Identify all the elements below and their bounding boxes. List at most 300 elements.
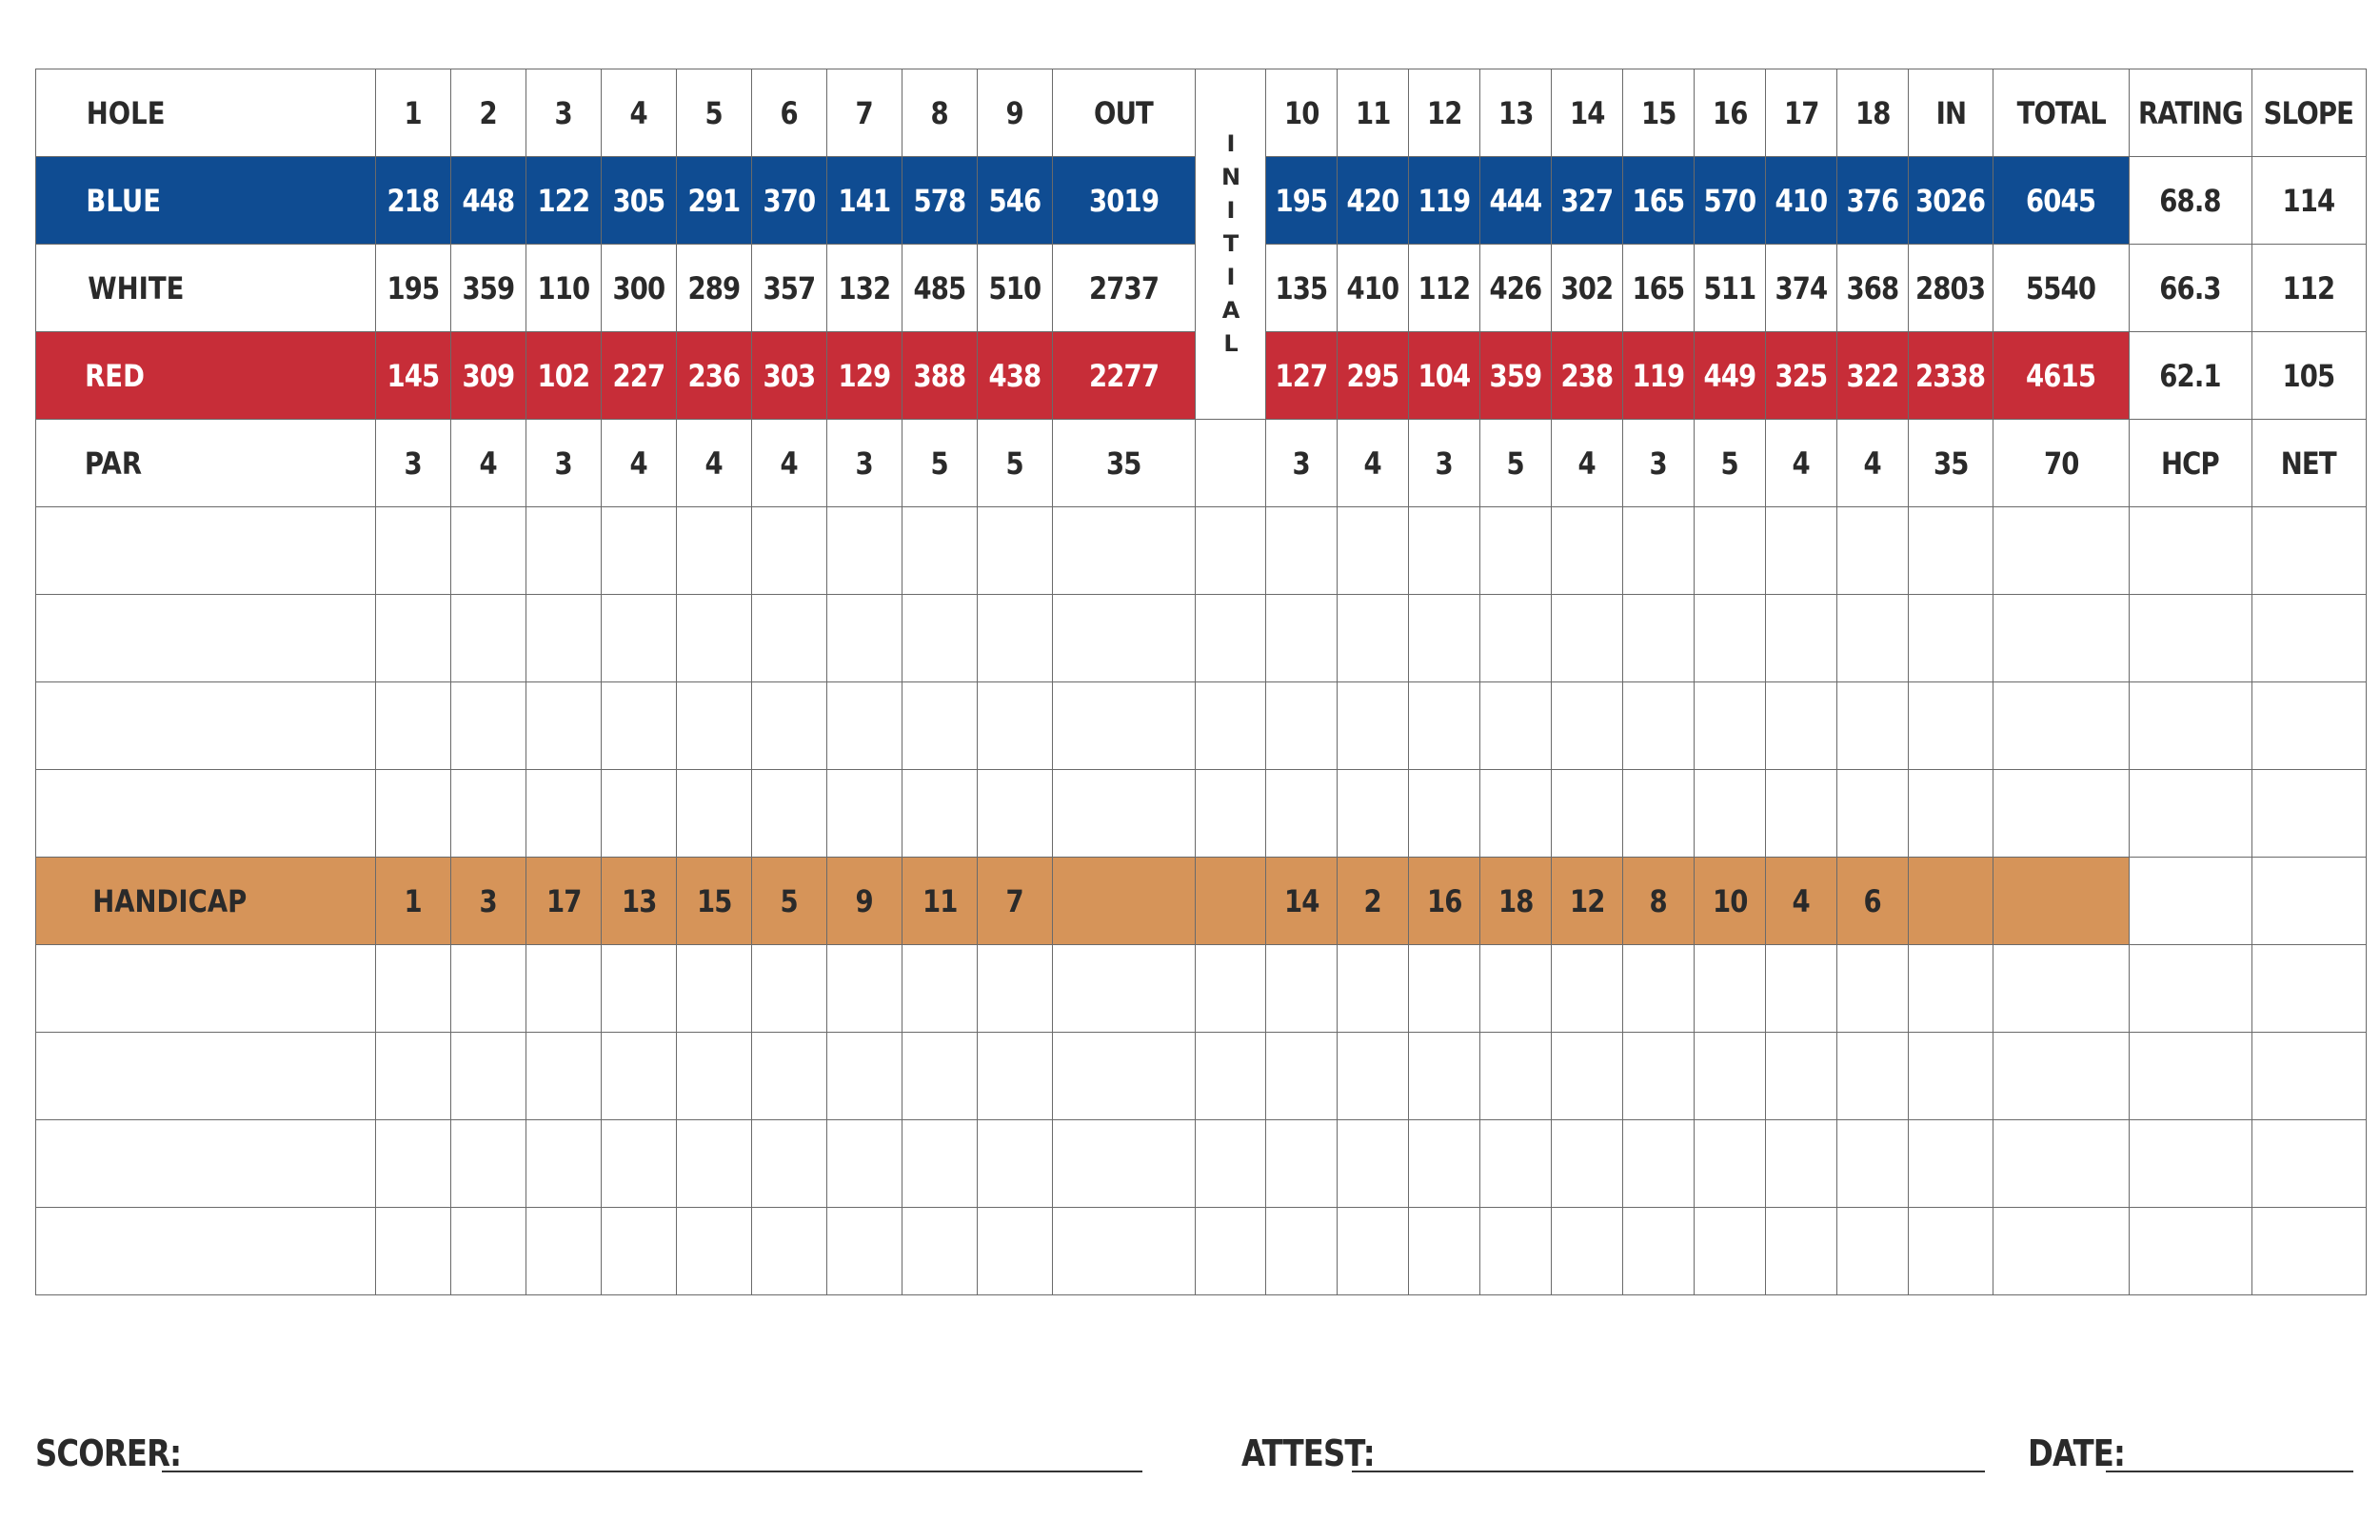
player-score-row-1-cell[interactable] (1480, 507, 1552, 595)
player-score-row-6-cell[interactable] (1837, 1033, 1909, 1120)
header-slope-text: SLOPE (2263, 94, 2354, 131)
tee-row-red-front-7 (827, 332, 902, 420)
header-in (1909, 69, 1993, 157)
tee-row-red-back-13 (1480, 332, 1552, 420)
tee-row-red-back-11 (1338, 332, 1409, 420)
player-score-row-8-cell[interactable] (677, 1208, 752, 1295)
handicap-row-hcp-blank[interactable] (2130, 858, 2252, 945)
player-score-row-3-cell[interactable] (1766, 682, 1837, 770)
tee-row-blue-back-14-text: 327 (1560, 182, 1614, 219)
player-score-row-2-cell[interactable] (1480, 595, 1552, 682)
player-score-row-1-cell[interactable] (1909, 507, 1993, 595)
player-score-row-3-cell[interactable] (827, 682, 902, 770)
player-score-row-2-cell[interactable] (1993, 595, 2130, 682)
player-score-row-8-cell[interactable] (602, 1208, 677, 1295)
par-row-front-7 (827, 420, 902, 507)
handicap-row-front-6-text: 5 (780, 882, 799, 919)
player-score-row-3-cell[interactable] (376, 682, 451, 770)
player-score-row-8-cell[interactable] (752, 1208, 827, 1295)
header-hole-1 (376, 69, 451, 157)
player-score-row-5-cell[interactable] (1552, 945, 1623, 1033)
player-score-row-3-cell[interactable] (2130, 682, 2252, 770)
player-score-row-6-cell[interactable] (1480, 1033, 1552, 1120)
player-score-row-5-cell[interactable] (1409, 945, 1480, 1033)
player-score-row-2-cell[interactable] (1766, 595, 1837, 682)
player-score-row-3-cell[interactable] (1338, 682, 1409, 770)
player-score-row-1-cell[interactable] (827, 507, 902, 595)
player-score-row-2-cell[interactable] (1338, 595, 1409, 682)
player-score-row-8-cell[interactable] (451, 1208, 526, 1295)
player-score-row-7-cell[interactable] (1053, 1120, 1196, 1208)
player-score-row-3-cell[interactable] (451, 682, 526, 770)
player-score-row-5-cell[interactable] (1623, 945, 1695, 1033)
handicap-row-front-5-text: 15 (696, 882, 732, 919)
player-score-row-2-cell[interactable] (827, 595, 902, 682)
player-score-row-8-cell[interactable] (1266, 1208, 1338, 1295)
scorecard-table (35, 69, 2367, 1295)
header-out-text: OUT (1094, 94, 1154, 131)
header-hole-13 (1480, 69, 1552, 157)
player-score-row-5-cell[interactable] (827, 945, 902, 1033)
player-score-row-3-cell[interactable] (1837, 682, 1909, 770)
tee-row-blue-front-6 (752, 157, 827, 245)
player-score-row-5-cell[interactable] (376, 945, 451, 1033)
tee-row-blue-front-1 (376, 157, 451, 245)
player-score-row-6-cell[interactable] (1766, 1033, 1837, 1120)
player-score-row-3-cell[interactable] (36, 682, 376, 770)
player-score-row-6-cell[interactable] (2130, 1033, 2252, 1120)
initial-letter: A (1221, 297, 1240, 324)
player-score-row-8-cell[interactable] (1993, 1208, 2130, 1295)
tee-row-red-front-4-text: 227 (612, 357, 665, 394)
player-score-row-1-cell[interactable] (1837, 507, 1909, 595)
player-score-row-3-cell[interactable] (602, 682, 677, 770)
tee-row-blue-front-7 (827, 157, 902, 245)
player-score-row-8-cell[interactable] (1909, 1208, 1993, 1295)
player-score-row-7-cell[interactable] (36, 1120, 376, 1208)
player-score-row-8-cell[interactable] (1695, 1208, 1766, 1295)
player-score-row-7-cell[interactable] (1766, 1120, 1837, 1208)
player-score-row-3-cell[interactable] (1196, 682, 1266, 770)
tee-row-red-back-16 (1695, 332, 1766, 420)
par-row-back-16-text: 5 (1720, 444, 1739, 482)
player-score-row-1-cell[interactable] (978, 507, 1053, 595)
player-score-row-4-cell[interactable] (1480, 770, 1552, 858)
player-score-row-2-cell[interactable] (1909, 595, 1993, 682)
player-score-row-7-cell[interactable] (1409, 1120, 1480, 1208)
player-score-row-4-cell[interactable] (2130, 770, 2252, 858)
player-score-row-7-cell[interactable] (1993, 1120, 2130, 1208)
initial-letter: I (1226, 197, 1235, 224)
player-score-row-3-cell[interactable] (1480, 682, 1552, 770)
player-score-row-2-cell[interactable] (376, 595, 451, 682)
tee-row-white-back-11-text: 410 (1346, 269, 1399, 306)
handicap-row-back-18-text: 6 (1863, 882, 1882, 919)
player-score-row-2-cell[interactable] (752, 595, 827, 682)
player-score-row-6-cell[interactable] (602, 1033, 677, 1120)
tee-row-white-back-10 (1266, 245, 1338, 332)
player-score-row-7-cell[interactable] (677, 1120, 752, 1208)
player-score-row-4-cell[interactable] (451, 770, 526, 858)
player-score-row-7-cell[interactable] (1196, 1120, 1266, 1208)
par-row-front-1 (376, 420, 451, 507)
player-score-row-7-cell[interactable] (902, 1120, 978, 1208)
player-score-row-4-cell[interactable] (1053, 770, 1196, 858)
player-score-row-7-cell[interactable] (1909, 1120, 1993, 1208)
tee-row-red-back-12-text: 104 (1418, 357, 1471, 394)
player-score-row-1-cell[interactable] (1623, 507, 1695, 595)
player-score-row-4-cell[interactable] (1196, 770, 1266, 858)
header-in-text: IN (1935, 94, 1966, 131)
header-hole-3 (526, 69, 602, 157)
player-score-row-6-cell[interactable] (526, 1033, 602, 1120)
player-score-row-8-cell[interactable] (1196, 1208, 1266, 1295)
player-score-row-8-cell[interactable] (2130, 1208, 2252, 1295)
player-score-row-8-cell[interactable] (1837, 1208, 1909, 1295)
player-score-row-6-cell[interactable] (902, 1033, 978, 1120)
tee-row-red-back-12 (1409, 332, 1480, 420)
tee-row-red-total (1993, 332, 2130, 420)
player-score-row-4-cell[interactable] (1766, 770, 1837, 858)
player-score-row-4-cell[interactable] (1623, 770, 1695, 858)
player-score-row-5-cell[interactable] (1837, 945, 1909, 1033)
player-score-row-4-cell[interactable] (526, 770, 602, 858)
player-score-row-6-cell[interactable] (1993, 1033, 2130, 1120)
par-row-front-2 (451, 420, 526, 507)
handicap-row-label-text: HANDICAP (92, 882, 248, 919)
player-score-row-1-cell[interactable] (376, 507, 451, 595)
player-score-row-6-cell[interactable] (1338, 1033, 1409, 1120)
player-score-row-5-cell[interactable] (1266, 945, 1338, 1033)
tee-row-white-front-6 (752, 245, 827, 332)
player-score-row-6-cell[interactable] (1909, 1033, 1993, 1120)
player-score-row-2-cell[interactable] (451, 595, 526, 682)
player-score-row-3-cell[interactable] (1695, 682, 1766, 770)
player-score-row-4-cell[interactable] (1993, 770, 2130, 858)
player-score-row-6-cell[interactable] (1409, 1033, 1480, 1120)
player-score-row-4-cell[interactable] (1409, 770, 1480, 858)
header-hole-13-text: 13 (1497, 94, 1534, 131)
player-score-row-5-cell[interactable] (2251, 945, 2366, 1033)
tee-row-white-front-1-text: 195 (387, 269, 440, 306)
player-score-row-5-cell[interactable] (451, 945, 526, 1033)
tee-row-white-front-4 (602, 245, 677, 332)
initial-letter: I (1226, 264, 1235, 290)
tee-row-red-back-14 (1552, 332, 1623, 420)
tee-row-blue-front-2-text: 448 (462, 182, 515, 219)
player-score-row-4-cell[interactable] (677, 770, 752, 858)
par-row-net (2251, 420, 2366, 507)
tee-row-blue-out-text: 3019 (1088, 182, 1160, 219)
player-score-row-8-cell[interactable] (827, 1208, 902, 1295)
player-score-row-3-cell[interactable] (1909, 682, 1993, 770)
handicap-row-front-9 (978, 858, 1053, 945)
tee-row-red-front-6 (752, 332, 827, 420)
player-score-row-5-cell[interactable] (1695, 945, 1766, 1033)
player-score-row-4-cell[interactable] (376, 770, 451, 858)
player-score-row-1-cell[interactable] (1409, 507, 1480, 595)
player-score-row-5-cell[interactable] (1196, 945, 1266, 1033)
player-score-row-1-cell[interactable] (1338, 507, 1409, 595)
player-score-row-2-cell[interactable] (1552, 595, 1623, 682)
scorer-signature-line[interactable] (162, 1471, 1142, 1472)
tee-row-red-front-2 (451, 332, 526, 420)
header-hole-17-text: 17 (1783, 94, 1819, 131)
player-score-row-2-cell[interactable] (1266, 595, 1338, 682)
player-score-row-1-cell[interactable] (526, 507, 602, 595)
player-score-row-7 (36, 1120, 2367, 1208)
player-score-row-6-cell[interactable] (1196, 1033, 1266, 1120)
player-score-row-8-cell[interactable] (1766, 1208, 1837, 1295)
tee-row-white-front-3 (526, 245, 602, 332)
player-score-row-6-cell[interactable] (2251, 1033, 2366, 1120)
player-score-row-2-cell[interactable] (36, 595, 376, 682)
player-score-row-2-cell[interactable] (602, 595, 677, 682)
player-score-row-6-cell[interactable] (36, 1033, 376, 1120)
player-score-row-5-cell[interactable] (1480, 945, 1552, 1033)
player-score-row-7-cell[interactable] (1266, 1120, 1338, 1208)
par-row-front-3-text: 3 (554, 444, 573, 482)
player-score-row-7-cell[interactable] (526, 1120, 602, 1208)
attest-signature-line[interactable] (1352, 1471, 1985, 1472)
tee-row-white-front-2-text: 359 (462, 269, 515, 306)
par-row-initial-cell[interactable] (1196, 420, 1266, 507)
player-score-row-1-cell[interactable] (1053, 507, 1196, 595)
player-score-row-7-cell[interactable] (1338, 1120, 1409, 1208)
player-score-row-7-cell[interactable] (1552, 1120, 1623, 1208)
player-score-row-1-cell[interactable] (2130, 507, 2252, 595)
player-score-row-6-cell[interactable] (1266, 1033, 1338, 1120)
player-score-row-7-cell[interactable] (752, 1120, 827, 1208)
player-score-row-2-cell[interactable] (2251, 595, 2366, 682)
player-score-row-6-cell[interactable] (376, 1033, 451, 1120)
player-score-row-5-cell[interactable] (2130, 945, 2252, 1033)
player-score-row-2-cell[interactable] (1695, 595, 1766, 682)
tee-row-white-front-5-text: 289 (687, 269, 741, 306)
player-score-row-7-cell[interactable] (978, 1120, 1053, 1208)
player-score-row-3-cell[interactable] (1623, 682, 1695, 770)
player-score-row-8-cell[interactable] (1552, 1208, 1623, 1295)
handicap-row-net-blank[interactable] (2251, 858, 2366, 945)
player-score-row-5-cell[interactable] (1909, 945, 1993, 1033)
player-score-row-2-cell[interactable] (1053, 595, 1196, 682)
player-score-row-5-cell[interactable] (526, 945, 602, 1033)
player-score-row-4-cell[interactable] (1338, 770, 1409, 858)
handicap-row-label (36, 858, 376, 945)
player-score-row-4-cell[interactable] (2251, 770, 2366, 858)
player-score-row-4-cell[interactable] (1266, 770, 1338, 858)
player-score-row-8-cell[interactable] (902, 1208, 978, 1295)
player-score-row-2-cell[interactable] (1623, 595, 1695, 682)
player-score-row-1-cell[interactable] (1266, 507, 1338, 595)
player-score-row-5-cell[interactable] (1993, 945, 2130, 1033)
tee-row-blue-front-3 (526, 157, 602, 245)
player-score-row-7-cell[interactable] (451, 1120, 526, 1208)
handicap-row-back-14-text: 12 (1569, 882, 1605, 919)
tee-row-red-out (1053, 332, 1196, 420)
player-score-row-8-cell[interactable] (1338, 1208, 1409, 1295)
par-row-back-18 (1837, 420, 1909, 507)
player-score-row-4-cell[interactable] (1837, 770, 1909, 858)
tee-row-blue-front-9 (978, 157, 1053, 245)
tee-row-white-back-15 (1623, 245, 1695, 332)
player-score-row-6-cell[interactable] (827, 1033, 902, 1120)
header-hole-12-text: 12 (1426, 94, 1462, 131)
handicap-row-front-6 (752, 858, 827, 945)
player-score-row-1-cell[interactable] (36, 507, 376, 595)
player-score-row-4-cell[interactable] (36, 770, 376, 858)
player-score-row-6-cell[interactable] (1552, 1033, 1623, 1120)
player-score-row-6-cell[interactable] (1623, 1033, 1695, 1120)
tee-row-white-front-9-text: 510 (988, 269, 1041, 306)
player-score-row-2-cell[interactable] (1196, 595, 1266, 682)
par-row-back-13 (1480, 420, 1552, 507)
player-score-row-2-cell[interactable] (978, 595, 1053, 682)
handicap-row-front-5 (677, 858, 752, 945)
player-score-row-8-cell[interactable] (1409, 1208, 1480, 1295)
player-score-row-1-cell[interactable] (1766, 507, 1837, 595)
player-score-row-2-cell[interactable] (2130, 595, 2252, 682)
tee-row-blue-back-17 (1766, 157, 1837, 245)
player-score-row-7-cell[interactable] (2130, 1120, 2252, 1208)
player-score-row-3-cell[interactable] (1266, 682, 1338, 770)
handicap-row-initial-cell[interactable] (1196, 858, 1266, 945)
player-score-row-6-cell[interactable] (978, 1033, 1053, 1120)
player-score-row-8-cell[interactable] (978, 1208, 1053, 1295)
tee-row-blue-back-13 (1480, 157, 1552, 245)
player-score-row-2-cell[interactable] (1409, 595, 1480, 682)
player-score-row-5-cell[interactable] (677, 945, 752, 1033)
player-score-row-1-cell[interactable] (2251, 507, 2366, 595)
player-score-row-5-cell[interactable] (1053, 945, 1196, 1033)
tee-row-red-total-text: 4615 (2026, 357, 2096, 394)
player-score-row-1-cell[interactable] (451, 507, 526, 595)
player-score-row-8-cell[interactable] (1480, 1208, 1552, 1295)
player-score-row-3-cell[interactable] (2251, 682, 2366, 770)
player-score-row-3-cell[interactable] (1552, 682, 1623, 770)
tee-row-white-label-text: WHITE (88, 269, 185, 306)
player-score-row-8-cell[interactable] (1623, 1208, 1695, 1295)
player-score-row-6 (36, 1033, 2367, 1120)
player-score-row-5-cell[interactable] (602, 945, 677, 1033)
player-score-row-2-cell[interactable] (677, 595, 752, 682)
player-score-row-4-cell[interactable] (827, 770, 902, 858)
player-score-row-1-cell[interactable] (752, 507, 827, 595)
player-score-row-7-cell[interactable] (1837, 1120, 1909, 1208)
handicap-row-front-7-text: 9 (855, 882, 874, 919)
header-hole-18 (1837, 69, 1909, 157)
player-score-row-5-cell[interactable] (978, 945, 1053, 1033)
player-score-row-4-cell[interactable] (602, 770, 677, 858)
tee-row-blue-out (1053, 157, 1196, 245)
player-score-row-1-cell[interactable] (1993, 507, 2130, 595)
player-score-row-8-cell[interactable] (376, 1208, 451, 1295)
player-score-row-6-cell[interactable] (677, 1033, 752, 1120)
player-score-row-1-cell[interactable] (1695, 507, 1766, 595)
player-score-row-6-cell[interactable] (752, 1033, 827, 1120)
header-hole-label-text: HOLE (86, 94, 166, 131)
player-score-row-8-cell[interactable] (2251, 1208, 2366, 1295)
tee-row-white-front-3-text: 110 (537, 269, 590, 306)
handicap-row-front-8 (902, 858, 978, 945)
player-score-row-3-cell[interactable] (677, 682, 752, 770)
player-score-row-6-cell[interactable] (1695, 1033, 1766, 1120)
player-score-row-5-cell[interactable] (36, 945, 376, 1033)
tee-row-white-total-text: 5540 (2026, 269, 2096, 306)
player-score-row-7-cell[interactable] (602, 1120, 677, 1208)
player-score-row-4-cell[interactable] (1552, 770, 1623, 858)
player-score-row-7-cell[interactable] (2251, 1120, 2366, 1208)
player-score-row-4-cell[interactable] (1909, 770, 1993, 858)
handicap-row-back-11-text: 2 (1363, 882, 1382, 919)
player-score-row-7-cell[interactable] (827, 1120, 902, 1208)
header-hole-10 (1266, 69, 1338, 157)
player-score-row-7-cell[interactable] (1623, 1120, 1695, 1208)
player-score-row-7-cell[interactable] (376, 1120, 451, 1208)
player-score-row-3-cell[interactable] (752, 682, 827, 770)
player-score-row-7-cell[interactable] (1480, 1120, 1552, 1208)
player-score-row-1-cell[interactable] (677, 507, 752, 595)
player-score-row-2-cell[interactable] (1837, 595, 1909, 682)
initial-letter: N (1220, 164, 1240, 190)
par-row-back-15-text: 3 (1649, 444, 1668, 482)
player-score-row-8-cell[interactable] (36, 1208, 376, 1295)
tee-row-white-back-17 (1766, 245, 1837, 332)
par-row-front-9-text: 5 (1005, 444, 1024, 482)
player-score-row-4-cell[interactable] (902, 770, 978, 858)
player-score-row-8 (36, 1208, 2367, 1295)
player-score-row-8-cell[interactable] (1053, 1208, 1196, 1295)
tee-row-white-total (1993, 245, 2130, 332)
player-score-row-5-cell[interactable] (752, 945, 827, 1033)
player-score-row-3-cell[interactable] (978, 682, 1053, 770)
player-score-row-3-cell[interactable] (1993, 682, 2130, 770)
tee-row-red-back-16-text: 449 (1703, 357, 1756, 394)
player-score-row-3-cell[interactable] (902, 682, 978, 770)
player-score-row-1-cell[interactable] (1196, 507, 1266, 595)
tee-row-blue-back-18-text: 376 (1846, 182, 1899, 219)
player-score-row-3-cell[interactable] (1053, 682, 1196, 770)
date-signature-line[interactable] (2106, 1471, 2353, 1472)
player-score-row-3-cell[interactable] (1409, 682, 1480, 770)
tee-row-blue-back-17-text: 410 (1775, 182, 1828, 219)
player-score-row-5-cell[interactable] (1338, 945, 1409, 1033)
tee-row-white-label (36, 245, 376, 332)
par-row-total (1993, 420, 2130, 507)
header-rating (2130, 69, 2252, 157)
player-score-row-8-cell[interactable] (526, 1208, 602, 1295)
player-score-row-3-cell[interactable] (526, 682, 602, 770)
player-score-row-4-cell[interactable] (1695, 770, 1766, 858)
tee-row-white-slope (2251, 245, 2366, 332)
player-score-row-2-cell[interactable] (526, 595, 602, 682)
tee-row-red-front-3-text: 102 (537, 357, 590, 394)
player-score-row-6-cell[interactable] (451, 1033, 526, 1120)
player-score-row-5-cell[interactable] (902, 945, 978, 1033)
player-score-row-4-cell[interactable] (752, 770, 827, 858)
player-score-row-1-cell[interactable] (902, 507, 978, 595)
player-score-row-6-cell[interactable] (1053, 1033, 1196, 1120)
player-score-row-4-cell[interactable] (978, 770, 1053, 858)
tee-row-white-front-2 (451, 245, 526, 332)
player-score-row-1-cell[interactable] (1552, 507, 1623, 595)
tee-row-white-rating (2130, 245, 2252, 332)
tee-row-blue-back-13-text: 444 (1489, 182, 1542, 219)
player-score-row-1-cell[interactable] (602, 507, 677, 595)
player-score-row-2-cell[interactable] (902, 595, 978, 682)
player-score-row-7-cell[interactable] (1695, 1120, 1766, 1208)
player-score-row-5-cell[interactable] (1766, 945, 1837, 1033)
